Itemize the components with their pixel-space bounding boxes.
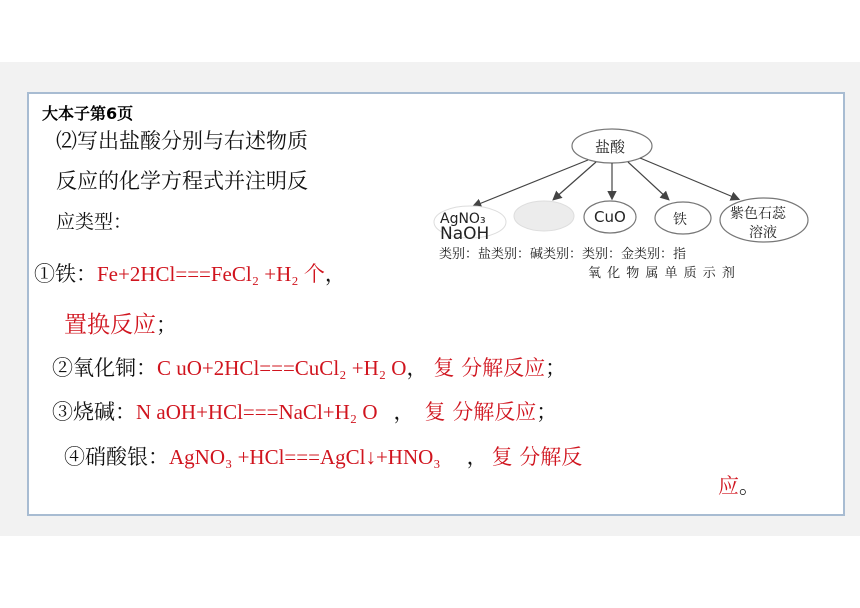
node-1-label-1: AgNO₃	[440, 211, 486, 227]
answer-4-end: 。	[739, 474, 760, 498]
page-heading: 大本子第6页	[42, 104, 134, 123]
answer-2	[52, 352, 566, 382]
answer-1-separator: ，	[324, 262, 346, 286]
answer-3-end: ；	[536, 400, 558, 424]
answer-2-type: 复 分解反应	[433, 356, 546, 380]
node-4-label: 铁	[673, 212, 687, 228]
answer-4-separator: ，	[466, 445, 488, 469]
answer-2-end: ；	[545, 356, 567, 380]
answer-3-equation: N aOH+HCl===NaCl+H₂ O	[136, 400, 378, 424]
center-node-label: 盐酸	[595, 138, 626, 156]
answer-1-type-line	[64, 306, 177, 339]
question-line-3: 应类型：	[56, 211, 133, 233]
node-5-label-2: 溶液	[749, 225, 777, 241]
answer-4	[64, 441, 582, 471]
answer-4-type-2: 应	[718, 474, 739, 498]
answer-1-prefix: ①铁：	[34, 262, 97, 286]
question-line-2: 反应的化学方程式并注明反	[56, 169, 308, 193]
answer-1-type: 置换反应	[64, 312, 156, 338]
answer-4-type-cont	[718, 470, 760, 500]
categories-line-2: 氧 化 物 属 单 质 示 剂	[588, 266, 736, 281]
answer-3	[52, 396, 557, 426]
node-5-label-1: 紫色石蕊	[730, 206, 786, 222]
node-1-label-2: NaOH	[440, 224, 490, 244]
answer-4-prefix: ④硝酸银：	[64, 445, 169, 469]
answer-3-prefix: ③烧碱：	[52, 400, 136, 424]
answer-2-equation: C uO+2HCl===CuCl₂ +H₂ O	[157, 356, 407, 380]
answer-1-end: ；	[156, 313, 177, 337]
answer-4-type: 复 分解反	[491, 445, 583, 469]
answer-3-separator: ，	[393, 400, 415, 424]
answer-2-prefix: ②氧化铜：	[52, 356, 157, 380]
answer-1-equation: Fe+2HCl===FeCl₂ +H₂ 个	[97, 262, 325, 286]
answer-3-type: 复 分解反应	[424, 400, 537, 424]
answer-4-equation: AgNO₃ +HCl===AgCl↓+HNO₃	[169, 445, 441, 469]
answer-1	[34, 258, 346, 288]
answer-2-separator: ，	[406, 356, 428, 380]
node-3-label: CuO	[594, 208, 626, 226]
categories-line-1: 类别：盐类别：碱类别：类别：金类别：指	[439, 247, 687, 262]
question-line-1: ⑵写出盐酸分别与右述物质	[56, 129, 308, 153]
